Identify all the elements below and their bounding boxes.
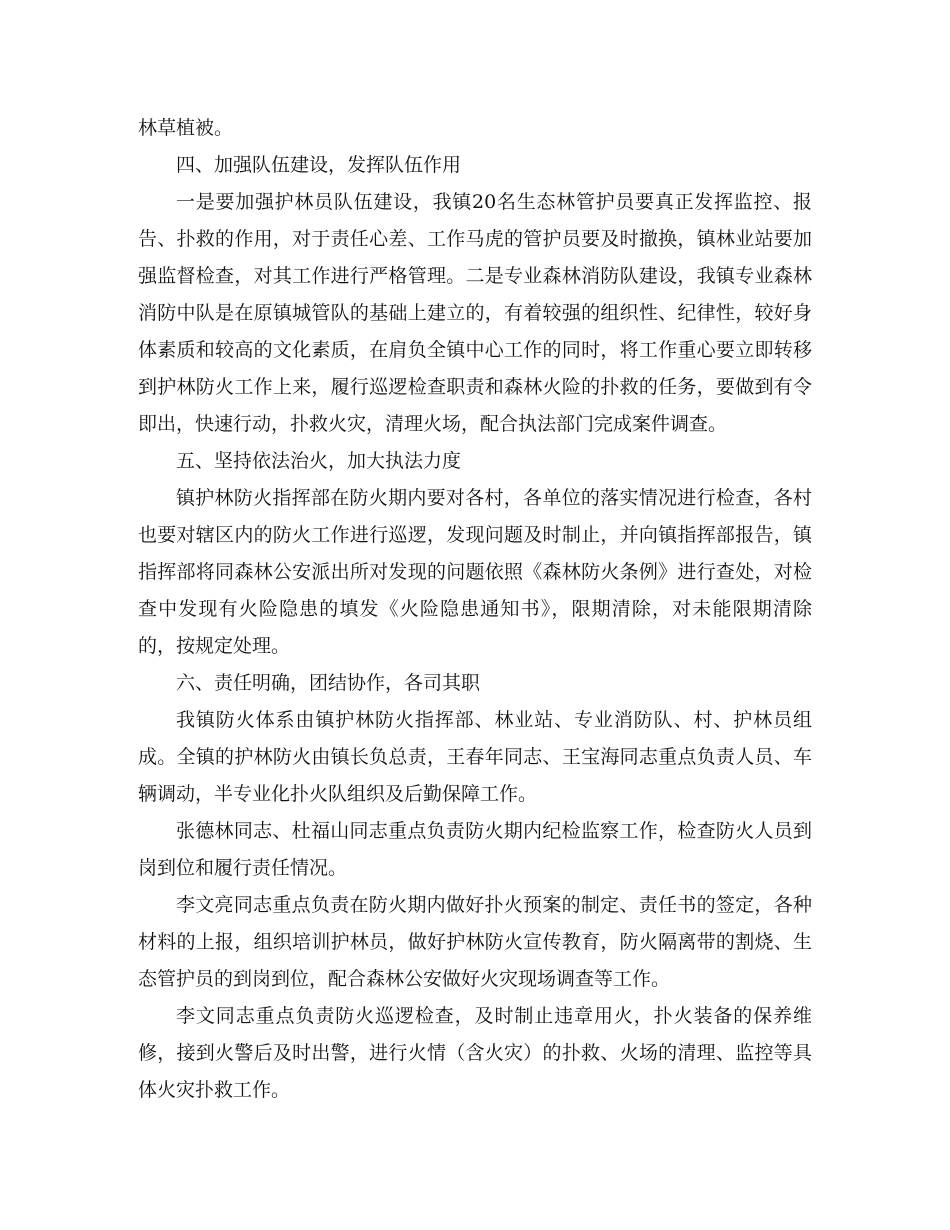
paragraph-continuation: 林草植被。: [138, 117, 234, 139]
paragraph: 李文亮同志重点负责在防火期内做好扑火预案的制定、责任书的签定，各种材料的上报，组织培训护林员，做好护林防火宣传教育，防火隔离带的割烧、生态管护员的到岗到位，配合森林公安做好火灾现场调查等工作。: [138, 894, 812, 990]
paragraph: 张德林同志、杜福山同志重点负责防火期内纪检监察工作，检查防火人员到岗到位和履行责任情况。: [138, 820, 812, 879]
paragraph: 李文同志重点负责防火巡逻检查，及时制止违章用火，扑火装备的保养维修，接到火警后及时出警，进行火情（含火灾）的扑救、火场的清理、监控等具体火灾扑救工作。: [138, 1005, 812, 1101]
section-heading-6: 六、责任明确，团结协作，各司其职: [176, 672, 481, 694]
paragraph: 我镇防火体系由镇护林防火指挥部、林业站、专业消防队、村、护林员组成。全镇的护林防火由镇长负总责，王春年同志、王宝海同志重点负责人员、车辆调动，半专业化扑火队组织及后勤保障工作。: [138, 709, 812, 805]
section-heading-5: 五、坚持依法治火，加大执法力度: [176, 450, 462, 472]
section-heading-4: 四、加强队伍建设，发挥队伍作用: [176, 154, 462, 176]
paragraph: 镇护林防火指挥部在防火期内要对各村，各单位的落实情况进行检查，各村也要对辖区内的防火工作进行巡逻，发现问题及时制止，并向镇指挥部报告，镇指挥部将同森林公安派出所对发现的问题依照《森林防火条例》进行查处，对检查中发现有火险隐患的填发《火险隐患通知书》，限期清除，对未能限期清除的，按规定处理。: [138, 487, 812, 657]
paragraph: 一是要加强护林员队伍建设，我镇20名生态林管护员要真正发挥监控、报告、扑救的作用，对于责任心差、工作马虎的管护员要及时撤换，镇林业站要加强监督检查，对其工作进行严格管理。二是专业森林消防队建设，我镇专业森林消防中队是在原镇城管队的基础上建立的，有着较强的组织性、纪律性，较好身体素质和较高的文化素质，在肩负全镇中心工作的同时，将工作重心要立即转移到护林防火工作上来，履行巡逻检查职责和森林火险的扑救的任务，要做到有令即出，快速行动，扑救火灾，清理火场，配合执法部门完成案件调查。: [138, 191, 812, 435]
document-body: [138, 110, 812, 1109]
